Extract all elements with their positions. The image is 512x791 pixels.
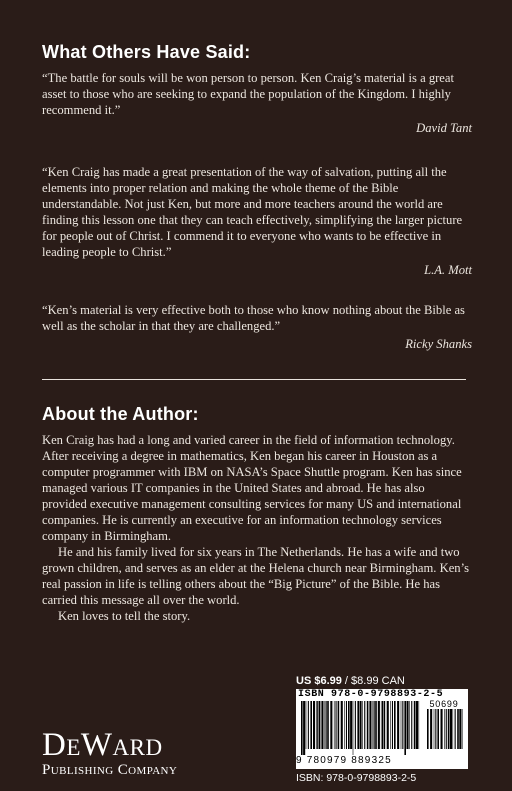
barcode-bar — [462, 709, 463, 749]
barcode-bar — [416, 701, 418, 749]
barcode-bar — [457, 709, 459, 749]
barcode-bar — [374, 701, 375, 749]
barcode-bar — [430, 709, 432, 749]
addon-number: 50699 — [429, 699, 459, 709]
barcode-bar — [360, 701, 362, 749]
barcode-bar — [419, 701, 420, 749]
review-author: David Tant — [416, 121, 472, 135]
barcode-bar — [316, 701, 317, 749]
isbn-bottom: ISBN: 978-0-9798893-2-5 — [296, 772, 417, 784]
price-us: US $6.99 — [296, 675, 342, 687]
barcode-bar — [334, 701, 335, 749]
barcode-bar — [336, 701, 337, 749]
barcode-panel — [296, 689, 468, 769]
barcode-bar — [392, 701, 393, 749]
isbn-label: ISBN 978-0-9798893-2-5 — [298, 689, 444, 700]
barcode-bar — [341, 701, 343, 749]
barcode-bar — [373, 701, 374, 749]
review-author: L.A. Mott — [424, 263, 472, 277]
review-text: “The battle for souls will be won person to person. Ken Craig’s material is a great asset to those who are seeking to expand the population of the Kingdom. I highly recommend it.” — [42, 71, 454, 117]
barcode-bar — [387, 701, 389, 749]
barcode-bar — [411, 701, 412, 749]
barcode-bar — [325, 701, 326, 749]
barcode-bars — [300, 701, 420, 755]
barcode-bar — [364, 701, 365, 749]
barcode-bar — [384, 701, 386, 749]
barcode-bar — [401, 701, 402, 749]
barcode-bar — [402, 701, 403, 749]
barcode-bar — [434, 709, 435, 749]
barcode-bar — [338, 701, 340, 749]
barcode-bar — [344, 701, 345, 749]
barcode-bar — [348, 701, 350, 749]
barcode-bar — [308, 701, 309, 749]
reviews-heading: What Others Have Said: — [42, 42, 251, 62]
review-3 — [42, 302, 472, 352]
price-can: $8.99 CAN — [351, 675, 405, 687]
barcode-bar — [427, 709, 429, 749]
barcode-bar — [346, 701, 347, 749]
author-bio — [42, 432, 472, 624]
barcode-bar — [321, 701, 323, 749]
barcode-bar — [390, 701, 391, 749]
barcode-bar — [409, 701, 410, 749]
barcode-bar — [310, 701, 312, 749]
barcode-bar — [367, 701, 369, 749]
barcode-bar — [326, 701, 327, 749]
review-text: “Ken Craig has made a great presentation of the way of salvation, putting all the elements into proper relation and making the whole theme of the Bible understandable. Not just Ken, but more and more teachers around the world are finding this lesson one that they can teach effectively, simplifying the larger picture for people out of Christ. I commend it to everyone who wants to be effective in leading people to Christ.” — [42, 165, 463, 259]
bio-paragraph: Ken loves to tell the story. — [58, 609, 191, 623]
review-author: Ricky Shanks — [405, 337, 472, 351]
review-1 — [42, 70, 472, 136]
publisher-subtitle: Publishing Company — [42, 762, 178, 778]
barcode-bar — [441, 709, 443, 749]
barcode-bar — [319, 701, 321, 749]
bio-paragraph: Ken Craig has had a long and varied career in the field of information technology. After receiving a degree in mathematics, Ken began his career in Houston as a computer programmer with IBM on NASA’s Space Shuttle program. Ken has since managed various IT companies in the United States and abroad. He has also provided executive management consulting services for many US and international companies. He is currently an executive for an information technology services company in Birmingham. — [42, 433, 462, 543]
barcode-bar — [404, 701, 406, 755]
barcode-bar — [459, 709, 461, 749]
barcode-bar — [301, 701, 303, 755]
review-2 — [42, 164, 472, 278]
barcode-bar — [382, 701, 383, 749]
barcode-bar — [327, 701, 329, 749]
barcode-bar — [437, 709, 439, 749]
review-text: “Ken’s material is very effective both to those who know nothing about the Bible as well as the scholar in that they are challenged.” — [42, 303, 465, 333]
barcode-bar — [303, 701, 305, 755]
barcode-bar — [446, 709, 447, 749]
price-separator: / — [341, 675, 352, 687]
addon-barcode-bars — [426, 709, 464, 755]
section-divider — [42, 379, 466, 380]
barcode-bar — [378, 701, 380, 749]
publisher-logo — [42, 727, 178, 778]
barcode-bar — [330, 701, 332, 749]
barcode-bar — [353, 701, 354, 755]
barcode-bar — [306, 701, 307, 749]
barcode-bar — [450, 709, 452, 749]
barcode-bar — [317, 701, 318, 749]
barcode-bar — [357, 701, 359, 749]
barcode-bar — [444, 709, 445, 749]
barcode-bar — [414, 701, 416, 749]
about-heading: About the Author: — [42, 404, 199, 424]
publisher-name: DeWard — [42, 727, 163, 763]
barcode-bar — [313, 701, 315, 749]
barcode-bar — [453, 709, 454, 749]
bio-paragraph: He and his family lived for six years in The Netherlands. He has a wife and two grown children, and serves as an elder at the Helena church near Birmingham. Ken’s real passion in life is telling others about the “Big Picture” of the Bible. He has carried this message all over the world. — [42, 545, 469, 607]
barcode-bar — [381, 701, 382, 749]
barcode-digits: 9 780979 889325 — [296, 755, 392, 766]
barcode-bar — [455, 709, 456, 749]
barcode-bar — [407, 701, 409, 749]
price-line — [296, 675, 405, 687]
barcode-bar — [375, 701, 377, 749]
barcode-bar — [355, 701, 356, 749]
barcode-bar — [397, 701, 399, 749]
barcode-bar — [435, 709, 436, 749]
barcode-bar — [369, 701, 371, 749]
barcode-bar — [448, 709, 450, 749]
barcode-bar — [394, 701, 396, 749]
barcode-bar — [350, 701, 352, 749]
barcode-bar — [362, 701, 363, 749]
